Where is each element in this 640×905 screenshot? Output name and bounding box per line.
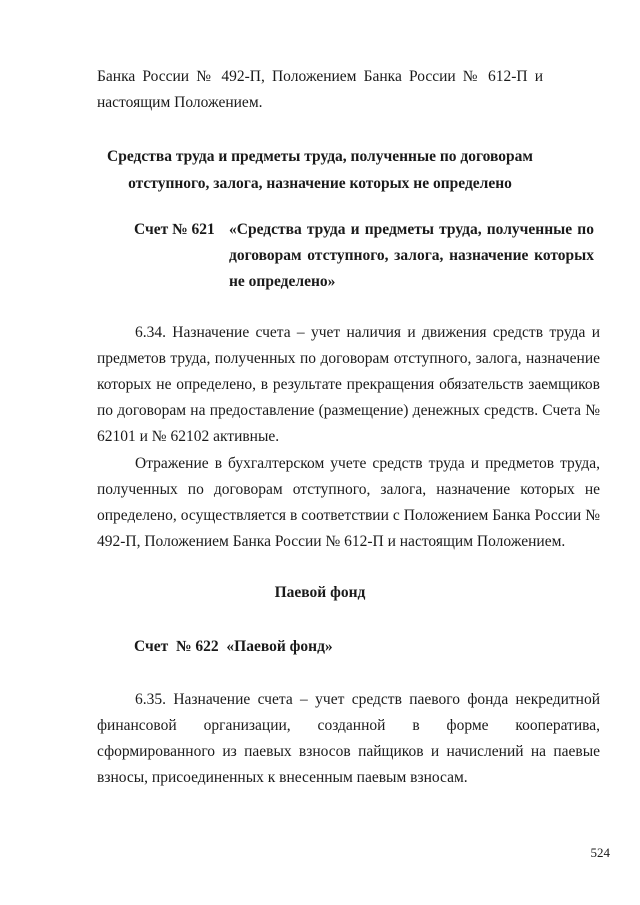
account-621-number: Счет № 621: [134, 221, 215, 238]
intro-continuation-paragraph: Банка России № 492-П, Положением Банка России № 612-П и настоящим Положением.: [97, 68, 543, 111]
paragraph-6-34: 6.34. Назначение счета – учет наличия и движения средств труда и предметов труда, полученных по договорам отступного, залога, назначение которых не определено, в результате прекращения обязательств заемщиков по договорам на предоставление (размещение) денежных средств. Счета № 62101 и № 62102 активные.: [97, 324, 600, 445]
account-621-title: «Средства труда и предметы труда, полученные по договорам отступного, залога, назначение которых не определено»: [229, 221, 594, 290]
page-number: 524: [590, 845, 610, 860]
section-heading-collateral-assets: Средства труда и предметы труда, полученные по договорам отступного, залога, назначение которых не определено: [107, 148, 533, 192]
paragraph-6-35: 6.35. Назначение счета – учет средств паевого фонда некредитной финансовой организации, созданной в форме кооператива, сформированного из паевых взносов пайщиков и начислений на паевые взносы, присоединенных к внесенным паевым взносам.: [97, 691, 600, 786]
section-heading-share-fund: Паевой фонд: [274, 584, 366, 601]
paragraph-6-34-accounting: Отражение в бухгалтерском учете средств труда и предметов труда, полученных по договорам отступного, залога, назначение которых не определено, осуществляется в соответствии с Положением Банка России № 492-П, Положением Банка России № 612-П и настоящим Положением.: [97, 455, 600, 550]
account-622-heading: Счет № 622 «Паевой фонд»: [134, 638, 333, 655]
